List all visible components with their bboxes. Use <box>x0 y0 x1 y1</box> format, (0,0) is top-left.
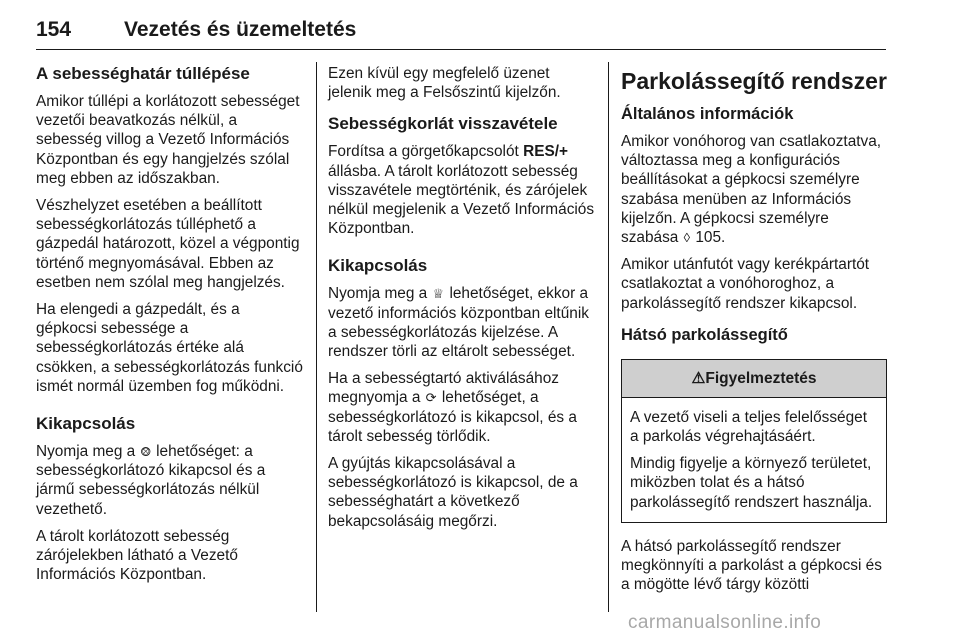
cruise-control-icon: ⟳ <box>425 390 437 406</box>
res-label: RES/+ <box>523 143 568 161</box>
paragraph: A vezető viseli a teljes felelősséget a parkolás végrehajtásáért. <box>630 408 867 446</box>
text: Nyomja meg a <box>36 443 136 461</box>
paragraph <box>621 132 887 247</box>
paragraph: A gyújtás kikapcsolásával a sebességkorlátozó is kikapcsol, de a sebességhatárt a következő bekapcsolásáig megőrzi. <box>328 455 578 530</box>
paragraph: A tárolt korlátozott sebesség zárójelekben látható a Vezető Információs Központban. <box>36 527 238 584</box>
text: lehetőséget, ekkor a vezető információs központban eltűnik a sebességkorlátozás kijelzése. A rendszer törli az eltárolt sebességet. <box>328 285 589 361</box>
subsection-heading-general: Általános információk <box>621 105 794 123</box>
text: lehetőséget: a sebességkorlátozó kikapcsol és a jármű sebességkorlátozás nélkül vezethető. <box>36 443 266 518</box>
text: állásba. A tárolt korlátozott sebesség visszavétele megtörténik, és zárójelek nélkül megjelenik a Vezető Információs Központban. <box>328 162 595 238</box>
warning-title: Figyelmeztetés <box>705 369 817 387</box>
text: Nyomja meg a <box>328 285 428 303</box>
column-divider <box>316 62 317 612</box>
paragraph: Amikor utánfutót vagy kerékpártartót csatlakoztat a vonóhoroghoz, a parkolássegítő rendszer kikapcsol. <box>621 256 870 312</box>
paragraph: Amikor túllépi a korlátozott sebességet vezetői beavatkozás nélkül, a sebesség villog a Vezető Információs Központban és egy hangjelzés szólal meg ebben az időszakban. <box>36 93 300 187</box>
text: Fordítsa a görgetőkapcsolót <box>328 143 519 161</box>
column-2 <box>328 64 596 539</box>
warning-icon: ⚠ <box>691 369 706 387</box>
paragraph <box>328 284 596 361</box>
section-heading-off: Kikapcsolás <box>328 256 428 276</box>
limiter-off-icon: ⨷ <box>140 444 151 460</box>
page-number: 154 <box>36 18 72 41</box>
paragraph <box>328 142 596 238</box>
paragraph: Ezen kívül egy megfelelő üzenet jelenik meg a Felsőszintű kijelzőn. <box>328 65 561 102</box>
page-header <box>36 18 886 50</box>
warning-box <box>621 359 887 523</box>
section-title-parking-assist: Parkolássegítő rendszer <box>621 68 887 94</box>
paragraph <box>36 442 304 519</box>
header-rule <box>36 49 886 50</box>
text: Amikor vonóhorog van csatlakoztatva, változtassa meg a konfigurációs beállításokat a gépkocsi személyre szabása menüben az Információs kijelzőn. A gépkocsi személyre szabása <box>621 133 882 247</box>
paragraph: Mindig figyelje a környező területet, miközben tolat és a hátsó parkolássegítő rendszert használja. <box>630 455 873 511</box>
page-reference: 105. <box>695 229 726 247</box>
section-heading-resume: Sebességkorlát visszavétele <box>328 114 558 134</box>
limiter-icon: ♕ <box>432 286 445 302</box>
section-heading-speed-exceeded: A sebességhatár túllépése <box>36 64 250 83</box>
warning-header <box>622 360 886 398</box>
column-3 <box>621 68 887 602</box>
subsection-heading-rear: Hátsó parkolássegítő <box>621 325 788 344</box>
paragraph: Ha elengedi a gázpedált, és a gépkocsi sebessége a sebességkorlátozás értéke alá csökken, a sebességkorlátozás funkció ismét normál üzemben fog működni. <box>36 301 303 395</box>
chapter-title: Vezetés és üzemeltetés <box>124 18 357 41</box>
page-reference-icon: ◊ <box>683 230 691 246</box>
column-1 <box>36 64 304 592</box>
paragraph <box>328 369 596 446</box>
paragraph: Vészhelyzet esetében a beállított sebességkorlátozás túlléphető a gázpedál határozott, közel a végpontig történő megnyomásával. Ebben az esetben nem szólal meg hangjelzés. <box>36 197 300 291</box>
paragraph: A hátsó parkolássegítő rendszer megkönnyíti a parkolást a gépkocsi és a mögötte lévő tárgy közötti <box>621 537 882 594</box>
section-heading-off: Kikapcsolás <box>36 414 136 434</box>
text: lehetőséget, a sebességkorlátozó is kikapcsol, és a tárolt sebesség törlődik. <box>328 389 577 445</box>
column-divider <box>608 62 609 612</box>
warning-body <box>622 398 886 522</box>
watermark: carmanualsonline.info <box>628 612 822 633</box>
text: Ha a sebességtartó aktiválásához megnyomja a <box>328 370 559 407</box>
